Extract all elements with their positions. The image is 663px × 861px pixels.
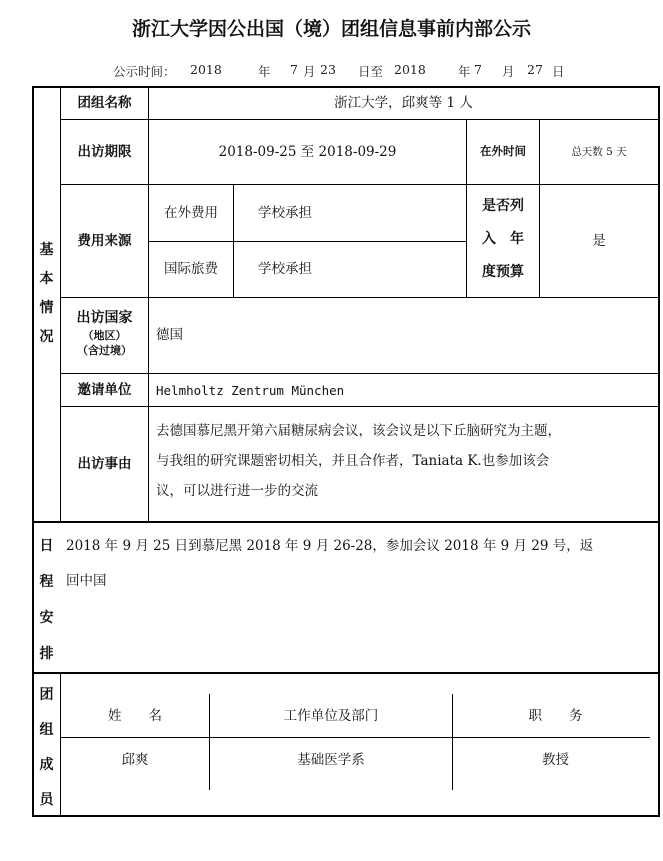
section-divider-members	[32, 672, 660, 674]
notice-start-year: 2018	[190, 62, 222, 77]
section-char: 安	[39, 610, 54, 626]
country-label-sub: （地区）	[82, 329, 127, 342]
notice-year-char-2: 年	[458, 64, 471, 79]
purpose-line: 去德国慕尼黑开第六届糖尿病会议，该会议是以下丘脑研究为主题，	[156, 423, 561, 439]
schedule-section-label	[33, 527, 60, 671]
section-divider-schedule	[32, 521, 660, 523]
notice-end-year: 2018	[394, 62, 426, 77]
country-value: 德国	[156, 327, 183, 344]
members-section-label	[33, 676, 60, 816]
section-char: 排	[39, 646, 54, 662]
members-header-title: 职 务	[528, 707, 583, 724]
inviter-value: Helmholtz Zentrum München	[156, 382, 345, 398]
section-char: 况	[39, 329, 54, 345]
schedule-line: 回中国	[66, 573, 107, 589]
table-bottom-border	[32, 815, 660, 817]
purpose-line: 与我组的研究课题密切相关，并且合作者，Taniata K.也参加该会	[156, 453, 550, 469]
notice-month-char-1: 月	[303, 64, 316, 79]
budget-label-line: 入 年	[482, 231, 524, 247]
table-right-border	[658, 86, 660, 816]
members-header-name: 姓 名	[108, 707, 162, 724]
members-header-unit: 工作单位及部门	[283, 707, 379, 724]
purpose-text	[156, 416, 658, 506]
budget-label-line: 是否列	[482, 198, 524, 214]
member-title: 教授	[542, 751, 569, 768]
schedule-line: 2018 年 9 月 25 日到慕尼黑 2018 年 9 月 26-28，参加会议 2018 年 9 月 29 号，返	[66, 538, 594, 554]
section-char: 组	[39, 721, 54, 738]
notice-end-day: 27	[527, 62, 543, 77]
group-name-value: 浙江大学，邱爽等 1 人	[334, 94, 473, 111]
notice-start-day: 23	[320, 62, 336, 77]
abroad-time-value: 总天数 5 天	[571, 145, 627, 158]
funding-label: 费用来源	[77, 232, 132, 249]
section-char: 本	[39, 271, 54, 287]
basic-info-section-label	[33, 239, 60, 355]
section-char: 基	[39, 242, 54, 258]
country-label-sub: （含过境）	[77, 344, 132, 357]
inviter-label: 邀请单位	[77, 381, 132, 398]
travel-cost-label: 国际旅费	[164, 261, 218, 278]
member-unit: 基础医学系	[297, 751, 365, 768]
section-char: 成	[39, 756, 54, 773]
budget-label-line: 度预算	[482, 264, 524, 280]
section-char: 情	[39, 300, 54, 316]
country-label-main: 出访国家	[76, 310, 133, 326]
period-label: 出访期限	[77, 143, 132, 160]
abroad-cost-label: 在外费用	[164, 204, 218, 221]
budget-value: 是	[592, 232, 606, 249]
funding-col-divider	[233, 184, 234, 298]
travel-cost-value: 学校承担	[258, 261, 312, 278]
notice-day-char-2: 日	[552, 64, 565, 79]
section-char: 日	[39, 538, 54, 554]
purpose-label: 出访事由	[77, 455, 132, 472]
section-char: 员	[39, 791, 54, 808]
schedule-text	[66, 529, 658, 599]
members-header-divider	[60, 737, 650, 738]
notice-end-month: 7	[474, 62, 482, 77]
abroad-time-label: 在外时间	[480, 144, 526, 159]
notice-time-label: 公示时间：	[113, 64, 176, 79]
notice-start-month: 7	[290, 62, 298, 77]
country-label	[61, 308, 148, 358]
purpose-line: 议，可以进行进一步的交流	[156, 483, 318, 499]
document-title: 浙江大学因公出国（境）团组信息事前内部公示	[131, 18, 531, 40]
abroad-cost-value: 学校承担	[258, 204, 312, 221]
row-divider-5	[60, 406, 659, 407]
notice-day-to: 日至	[358, 64, 384, 79]
group-name-label: 团组名称	[77, 94, 132, 111]
section-char: 团	[39, 686, 54, 703]
section-char: 程	[39, 574, 54, 590]
period-value: 2018-09-25 至 2018-09-29	[218, 143, 397, 160]
budget-label	[467, 190, 539, 289]
member-name: 邱爽	[121, 751, 149, 768]
notice-year-char-1: 年	[258, 64, 271, 79]
notice-month-char-2: 月	[502, 64, 515, 79]
